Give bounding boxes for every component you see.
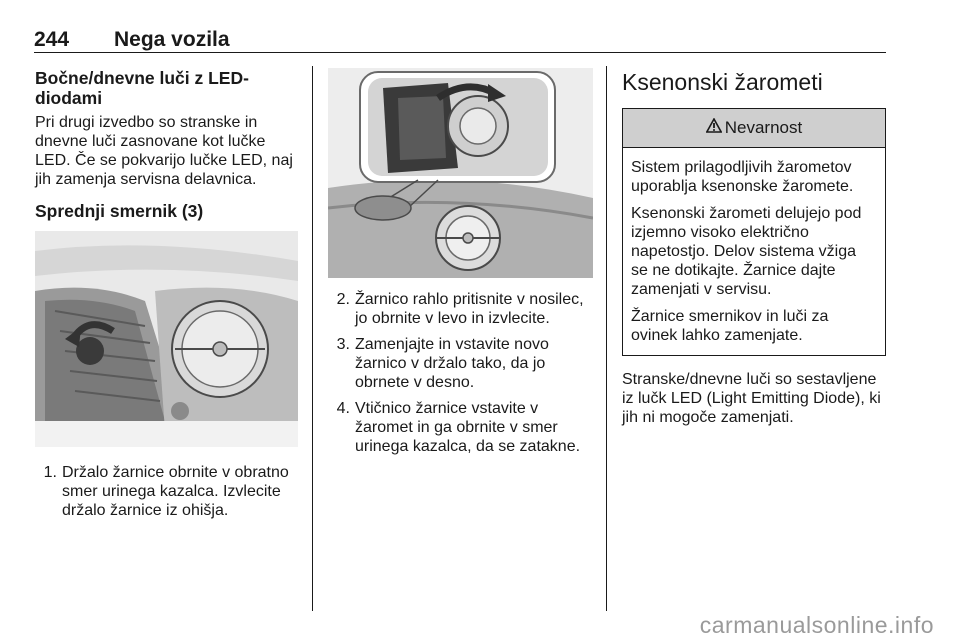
steps-list <box>328 290 593 456</box>
step-number: 2. <box>336 291 350 308</box>
column-right <box>622 68 886 439</box>
page-number: 244 <box>34 28 70 51</box>
step-number: 1. <box>43 464 57 481</box>
step-text: Žarnico rahlo pritisnite v nosilec, jo obrnite v levo in izvlecite. <box>355 291 584 327</box>
warning-body <box>623 148 885 355</box>
led-lights-paragraph: Pri drugi izvedbo so stranske in dnevne luči zasnovane kot lučke LED. Če se pokvarijo lučke LED, naj jih zamenja servisna delavnica. <box>35 114 293 188</box>
danger-warning-box <box>622 108 886 356</box>
step-text: Vtičnico žarnice vstavite v žaromet in ga obrnite v smer urinega kazalca, da se zatakne. <box>355 400 581 455</box>
warning-paragraph: Sistem prilagodljivih žarometov uporablja ksenonske žaromete. <box>631 159 854 195</box>
warning-header <box>623 109 885 148</box>
step-text: Držalo žarnice obrnite v obratno smer urinega kazalca. Izvlecite držalo žarnice iz ohišja. <box>62 464 289 519</box>
led-lights-heading: Bočne/dnevne luči z LED-diodami <box>35 68 249 108</box>
step-number: 4. <box>336 400 350 417</box>
list-item <box>328 335 593 392</box>
step-number: 3. <box>336 336 350 353</box>
warning-paragraph: Žarnice smernikov in luči za ovinek lahko zamenjate. <box>631 308 829 344</box>
section-title: Nega vozila <box>114 28 230 51</box>
bulb-holder-illustration <box>35 231 298 447</box>
step-text: Zamenjajte in vstavite novo žarnico v držalo tako, da jo obrnete v desno. <box>355 336 549 391</box>
column-left <box>35 68 300 527</box>
list-item <box>328 399 593 456</box>
column-divider <box>606 66 607 611</box>
warning-paragraph: Ksenonski žarometi delujejo pod izjemno visoko električno napetostjo. Delov sistema vžiga se ne dotikajte. Žarnice dajte zamenjati v servisu. <box>631 205 862 298</box>
warning-title: Nevarnost <box>724 118 803 137</box>
bulb-replacement-illustration <box>328 68 593 278</box>
column-divider <box>312 66 313 611</box>
watermark: carmanualsonline.info <box>699 612 934 638</box>
warning-triangle-icon <box>706 118 722 138</box>
list-item <box>328 290 593 328</box>
xenon-headlights-heading: Ksenonski žarometi <box>622 69 823 95</box>
steps-list <box>35 463 300 520</box>
page-header <box>34 26 886 53</box>
column-middle <box>328 68 593 463</box>
turn-signal-heading: Sprednji smernik (3) <box>35 201 204 221</box>
list-item <box>35 463 300 520</box>
led-info-paragraph: Stranske/dnevne luči so sestavljene iz lučk LED (Light Emitting Diode), ki jih ni mogoče zamenjati. <box>622 371 881 426</box>
